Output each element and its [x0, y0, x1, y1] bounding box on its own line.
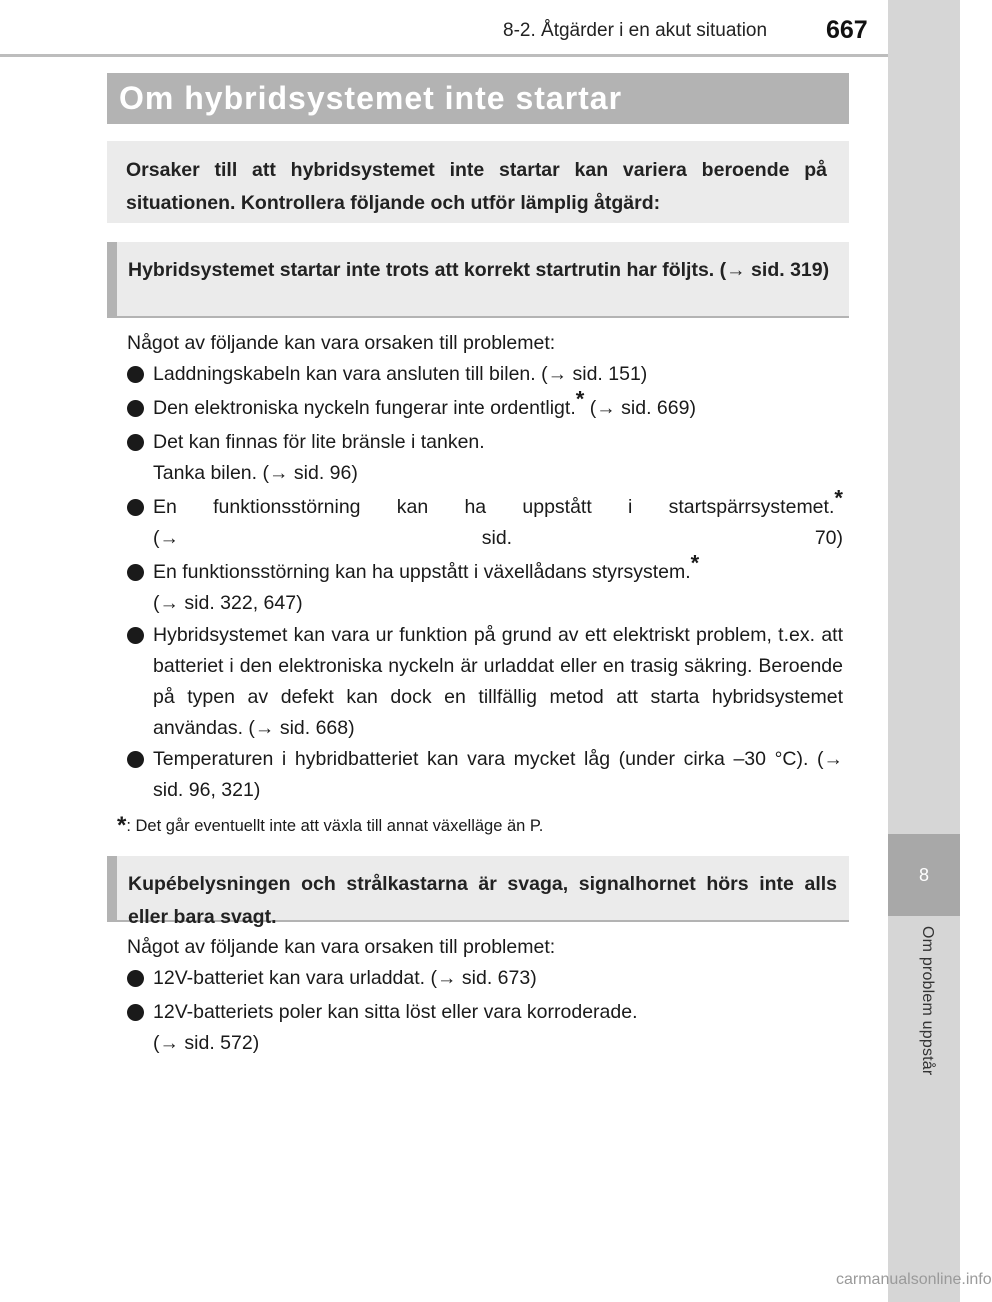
- bullet-line: En funktionsstörning kan ha uppstått i startspärrsystemet.*: [153, 485, 843, 518]
- page-number: 667: [826, 16, 868, 44]
- bullet-icon: [127, 627, 144, 644]
- list-item: Den elektroniska nyckeln fungerar inte ordentligt.* (→ sid. 669): [127, 393, 843, 424]
- intro-box: [107, 141, 849, 223]
- list-item: En funktionsstörning kan ha uppstått i startspärrsystemet.* (→ sid. 70): [127, 492, 843, 554]
- footnote-text: : Det går eventuellt inte att växla till annat växelläge än P.: [126, 817, 544, 835]
- footnote: [117, 812, 543, 840]
- bullet-icon: [127, 564, 144, 581]
- header-divider: [0, 54, 888, 57]
- intro-text: Orsaker till att hybridsystemet inte startar kan variera beroende på situationen. Kontrollera följande och utför lämplig åtgärd:: [126, 159, 827, 214]
- lead-text-1: Något av följande kan vara orsaken till problemet:: [127, 332, 556, 354]
- footnote-marker: *: [575, 386, 585, 412]
- list-item: Hybridsystemet kan vara ur funktion på grund av ett elektriskt problem, t.ex. att batteriet i den elektroniska nyckeln är urladdat eller en trasig säkring. Beroende på typen av defekt kan dock en tillfällig metod att starta hybridsystemet användas. (→ sid. 668): [127, 620, 843, 744]
- bullet-icon: [127, 1004, 144, 1021]
- bullet-icon: [127, 751, 144, 768]
- list-item: Det kan finnas för lite bränsle i tanken. Tanka bilen. (→ sid. 96): [127, 427, 843, 489]
- chapter-number: 8: [918, 864, 929, 885]
- condition-heading-1-text: Hybridsystemet startar inte trots att korrekt startrutin har följts. (→ sid. 319): [128, 259, 830, 281]
- list-item: Temperaturen i hybridbatteriet kan vara mycket låg (under cirka –30 °C). (→ sid. 96, 321): [127, 744, 843, 806]
- condition-heading-2: [107, 856, 849, 928]
- footnote-marker: *: [690, 550, 700, 576]
- chapter-title: Om problem uppstår: [919, 926, 936, 1076]
- condition-heading-2-text: Kupébelysningen och strålkastarna är svaga, signalhornet hörs inte alls eller bara svagt.: [128, 873, 837, 928]
- list-item: En funktionsstörning kan ha uppstått i växellådans styrsystem.* (→ sid. 322, 647): [127, 557, 843, 619]
- bullet-icon: [127, 366, 144, 383]
- footnote-marker: *: [117, 812, 127, 839]
- lead-text-2: Något av följande kan vara orsaken till problemet:: [127, 936, 556, 958]
- bullet-icon: [127, 499, 144, 516]
- list-item: 12V-batteriets poler kan sitta löst eller vara korroderade. (→ sid. 572): [127, 997, 843, 1059]
- running-header: 8-2. Åtgärder i en akut situation: [503, 20, 768, 41]
- list-item: Laddningskabeln kan vara ansluten till bilen. (→ sid. 151): [127, 359, 843, 390]
- page-title: Om hybridsystemet inte startar: [107, 73, 849, 124]
- bullet-icon: [127, 970, 144, 987]
- chapter-number-tab: [888, 834, 960, 916]
- bullet-icon: [127, 434, 144, 451]
- bullet-icon: [127, 400, 144, 417]
- watermark: carmanualsonline.info: [836, 1271, 992, 1288]
- list-item: 12V-batteriet kan vara urladdat. (→ sid. 673): [127, 963, 843, 994]
- condition-heading-1: [107, 242, 849, 318]
